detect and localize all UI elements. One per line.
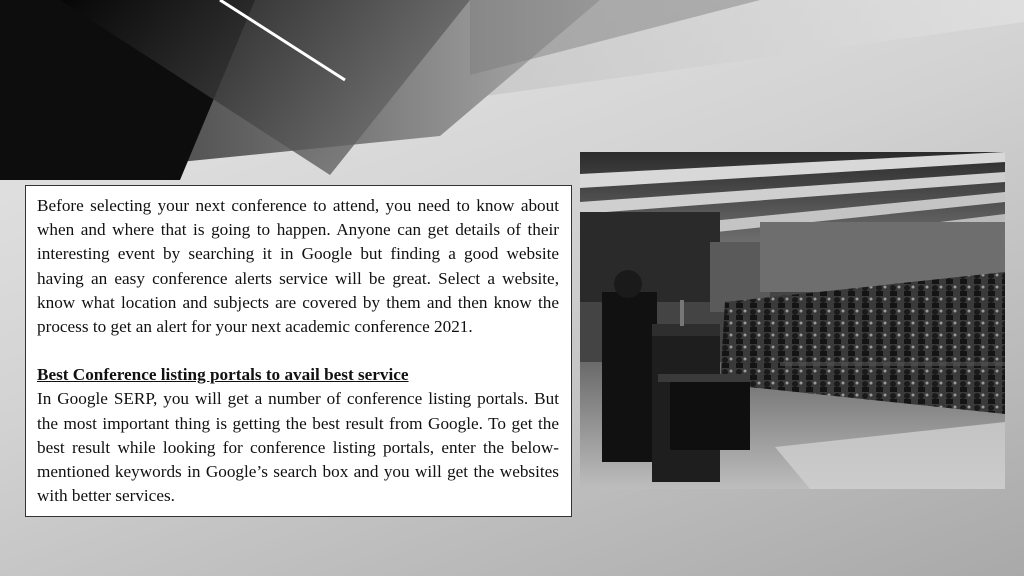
content-text-box: [25, 185, 572, 517]
body-paragraph: In Google SERP, you will get a number of conference listing portals. But the most important thing is getting the best result from Google. To get the best result while looking for conference listing portals, enter the below-mentioned keywords in Google’s search box and you will get the websites with better services.: [37, 389, 559, 506]
section-heading: Best Conference listing portals to avail best service: [37, 365, 409, 385]
intro-paragraph: Before selecting your next conference to attend, you need to know about when and where that is going to happen. Anyone can get details of their interesting event by searching it in Google but finding a good website having an easy conference alerts service will be great. Select a website, know what location and subjects are covered by them and then know the process to get an alert for your next academic conference 2021.: [37, 196, 559, 337]
conference-hall-photo: [580, 152, 1005, 489]
